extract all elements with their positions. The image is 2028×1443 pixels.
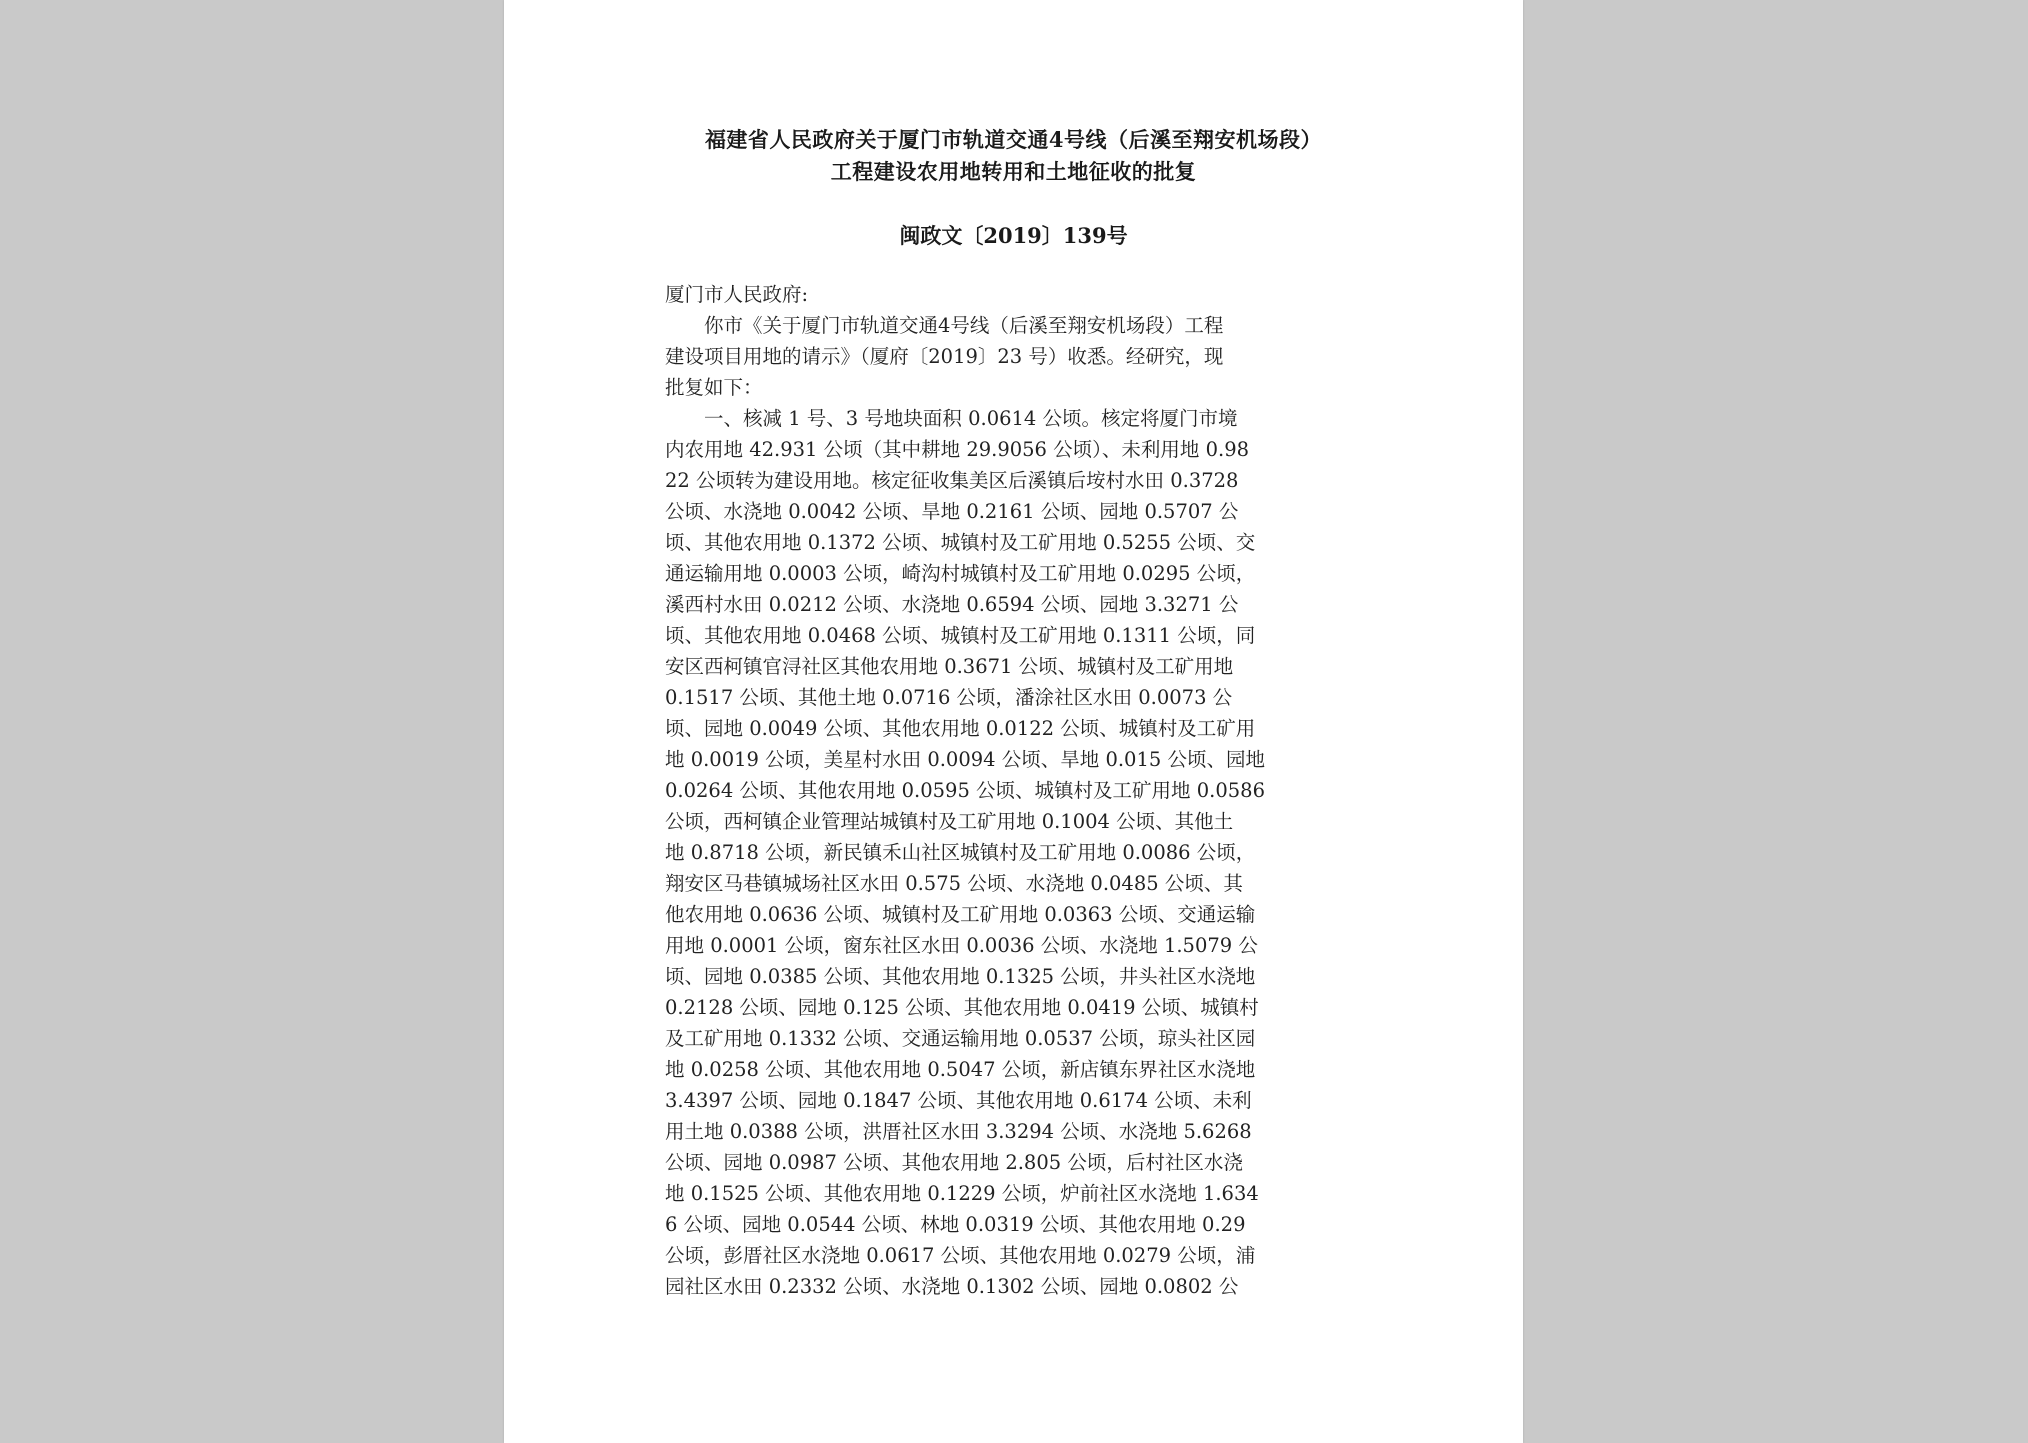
body-line: 公顷，彭厝社区水浇地 0.0617 公顷、其他农用地 0.0279 公顷，浦 [665,1244,1256,1267]
body-line: 0.0264 公顷、其他农用地 0.0595 公顷、城镇村及工矿用地 0.0586 [665,779,1265,802]
salutation: 厦门市人民政府: [665,283,809,306]
body-line: 公顷、水浇地 0.0042 公顷、旱地 0.2161 公顷、园地 0.5707 公 [665,500,1239,523]
body-line: 园社区水田 0.2332 公顷、水浇地 0.1302 公顷、园地 0.0802 公 [665,1275,1239,1298]
body-line: 地 0.0019 公顷，美星村水田 0.0094 公顷、旱地 0.015 公顷、园地 [665,748,1265,771]
document-title-line-1: 福建省人民政府关于厦门市轨道交通4号线（后溪至翔安机场段） [704,127,1323,152]
body-line: 顷、园地 0.0385 公顷、其他农用地 0.1325 公顷，井头社区水浇地 [665,965,1256,988]
body-line: 地 0.8718 公顷，新民镇禾山社区城镇村及工矿用地 0.0086 公顷， [665,841,1256,864]
body-line: 6 公顷、园地 0.0544 公顷、林地 0.0319 公顷、其他农用地 0.29 [665,1213,1246,1236]
body-line: 0.2128 公顷、园地 0.125 公顷、其他农用地 0.0419 公顷、城镇村 [665,996,1259,1019]
body-line: 顷、园地 0.0049 公顷、其他农用地 0.0122 公顷、城镇村及工矿用 [665,717,1256,740]
body-line: 0.1517 公顷、其他土地 0.0716 公顷，潘涂社区水田 0.0073 公 [665,686,1233,709]
body-line: 建设项目用地的请示》（厦府〔2019〕23 号）收悉。经研究，现 [665,345,1224,368]
body-line: 溪西村水田 0.0212 公顷、水浇地 0.6594 公顷、园地 3.3271 公 [665,593,1239,616]
body-line: 及工矿用地 0.1332 公顷、交通运输用地 0.0537 公顷，琼头社区园 [665,1027,1256,1050]
body-line: 公顷，西柯镇企业管理站城镇村及工矿用地 0.1004 公顷、其他土 [665,810,1234,833]
document-number: 闽政文〔2019〕139号 [899,223,1128,248]
body-line: 用地 0.0001 公顷，窗东社区水田 0.0036 公顷、水浇地 1.5079 公 [665,934,1258,957]
body-line: 内农用地 42.931 公顷（其中耕地 29.9056 公顷）、未利用地 0.98 [665,438,1250,461]
body-line: 翔安区马巷镇城场社区水田 0.575 公顷、水浇地 0.0485 公顷、其 [665,872,1243,895]
body-line: 他农用地 0.0636 公顷、城镇村及工矿用地 0.0363 公顷、交通运输 [665,903,1256,926]
body-line: 通运输用地 0.0003 公顷，崎沟村城镇村及工矿用地 0.0295 公顷， [665,562,1256,585]
body-line: 安区西柯镇官浔社区其他农用地 0.3671 公顷、城镇村及工矿用地 [665,655,1234,678]
body-line: 地 0.0258 公顷、其他农用地 0.5047 公顷，新店镇东界社区水浇地 [665,1058,1256,1081]
body-line: 公顷、园地 0.0987 公顷、其他农用地 2.805 公顷，后村社区水浇 [665,1151,1243,1174]
body-line: 顷、其他农用地 0.0468 公顷、城镇村及工矿用地 0.1311 公顷，同 [665,624,1256,647]
document-title-line-2: 工程建设农用地转用和土地征收的批复 [830,159,1197,184]
body-line: 用土地 0.0388 公顷，洪厝社区水田 3.3294 公顷、水浇地 5.6268 [665,1120,1252,1143]
body-line: 批复如下： [665,376,763,399]
body-line: 22 公顷转为建设用地。核定征收集美区后溪镇后垵村水田 0.3728 [665,469,1239,492]
body-line: 顷、其他农用地 0.1372 公顷、城镇村及工矿用地 0.5255 公顷、交 [665,531,1256,554]
body-line: 地 0.1525 公顷、其他农用地 0.1229 公顷，炉前社区水浇地 1.634 [665,1182,1259,1205]
body-line: 你市《关于厦门市轨道交通4号线（后溪至翔安机场段）工程 [665,314,1224,337]
body-line: 一、核减 1 号、3 号地块面积 0.0614 公顷。核定将厦门市境 [665,407,1238,430]
body-line: 3.4397 公顷、园地 0.1847 公顷、其他农用地 0.6174 公顷、未利 [665,1089,1252,1112]
document-page [504,0,1523,1443]
